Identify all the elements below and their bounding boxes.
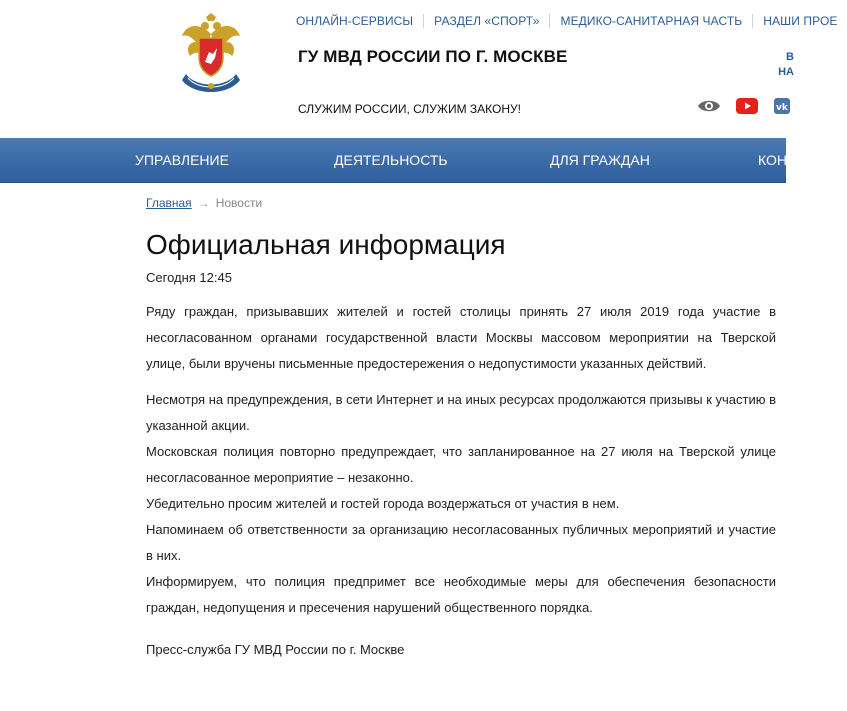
site-header: [0, 0, 838, 138]
org-title[interactable]: ГУ МВД РОССИИ ПО Г. МОСКВЕ: [298, 47, 568, 66]
breadcrumb: [146, 196, 262, 210]
top-link-projects[interactable]: НАШИ ПРОЕ: [763, 14, 838, 28]
svg-text:vk: vk: [776, 103, 788, 113]
top-link-medical[interactable]: МЕДИКО-САНИТАРНАЯ ЧАСТЬ: [550, 14, 753, 28]
page-title: Официальная информация: [146, 229, 506, 260]
right-cut-line-2: НА: [778, 66, 794, 78]
youtube-icon: [736, 98, 758, 114]
breadcrumb-arrow: →: [197, 196, 210, 210]
breadcrumb-home-link[interactable]: Главная: [146, 196, 192, 210]
article-date: Сегодня 12:45: [146, 270, 232, 285]
eye-icon: [697, 98, 721, 114]
mvd-emblem-logo[interactable]: [178, 12, 244, 98]
article-signature: Пресс-служба ГУ МВД России по г. Москве: [146, 642, 405, 657]
vk-icon: [774, 98, 790, 114]
article-paragraph: Информируем, что полиция предпримет все необходимые меры для обеспечения безопасности граждан, недопущения и пресечения нарушений общественного порядка.: [146, 574, 776, 615]
vk-link[interactable]: [774, 98, 790, 114]
article-body: [146, 299, 776, 663]
main-nav: [0, 138, 786, 183]
article-paragraph: Московская полиция повторно предупреждает, что запланированное на 27 июля на Тверской улице несогласованное мероприятие – незаконно.: [146, 444, 776, 485]
breadcrumb-current: Новости: [215, 196, 263, 210]
nav-item-activity[interactable]: ДЕЯТЕЛЬНОСТЬ: [334, 152, 448, 168]
right-cut-line-1: В: [786, 51, 794, 63]
article-paragraph: Несмотря на предупреждения, в сети Интернет и на иных ресурсах продолжаются призывы к участию в указанной акции.: [146, 392, 776, 433]
top-link-online-services[interactable]: ОНЛАЙН-СЕРВИСЫ: [296, 14, 424, 28]
top-link-sport[interactable]: РАЗДЕЛ «СПОРТ»: [424, 14, 550, 28]
top-links: [296, 14, 847, 28]
youtube-link[interactable]: [736, 98, 758, 114]
nav-item-contacts[interactable]: КОН: [758, 152, 787, 168]
article-paragraph: Убедительно просим жителей и гостей города воздержаться от участия в нем.: [146, 496, 620, 511]
article-paragraph: Напоминаем об ответственности за организацию несогласованных публичных мероприятий и участие в них.: [146, 522, 776, 563]
article-paragraph: Ряду граждан, призывавших жителей и гостей столицы принять 27 июля 2019 года участие в несогласованном органами государственной власти Москвы массовом мероприятии на Тверской улице, были вручены письменные предостережения о недопустимости указанных действий.: [146, 304, 776, 371]
header-right-cut-text[interactable]: [764, 50, 794, 80]
nav-item-management[interactable]: УПРАВЛЕНИЕ: [135, 152, 229, 168]
visually-impaired-button[interactable]: [697, 98, 721, 114]
nav-item-for-citizens[interactable]: ДЛЯ ГРАЖДАН: [550, 152, 650, 168]
motto: СЛУЖИМ РОССИИ, СЛУЖИМ ЗАКОНУ!: [298, 102, 521, 116]
